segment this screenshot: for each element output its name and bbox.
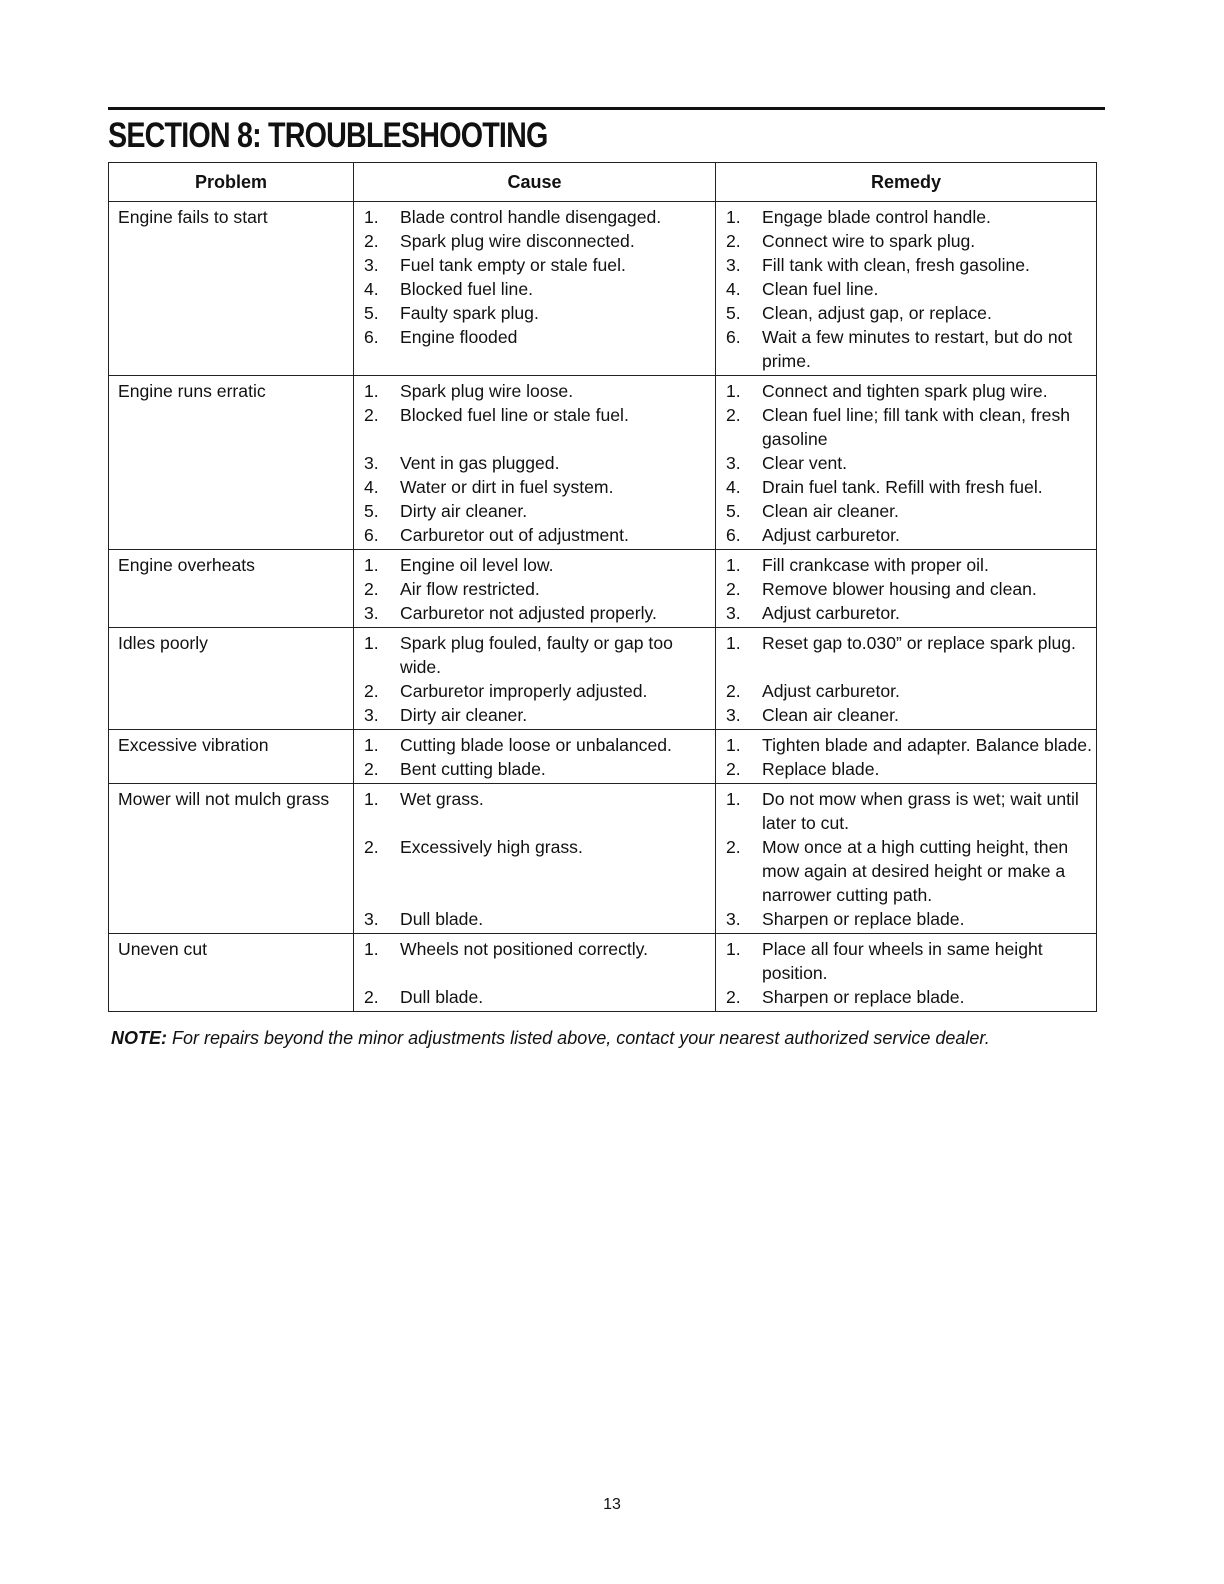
remedy-item — [715, 202, 1096, 229]
header-cause: Cause — [353, 163, 715, 201]
item-number: 2. — [364, 231, 379, 251]
item-number: 4. — [364, 279, 379, 299]
remedy-text: Do not mow when grass is wet; wait until later to cut. — [762, 789, 1079, 833]
problem-cell: Uneven cut — [118, 939, 207, 959]
remedy-item — [715, 253, 1096, 277]
remedy-text: Clean fuel line; fill tank with clean, fresh gasoline — [762, 405, 1071, 449]
cause-item — [353, 679, 715, 703]
remedy-text: Drain fuel tank. Refill with fresh fuel. — [762, 477, 1043, 497]
item-number: 2. — [364, 837, 379, 857]
cause-item — [353, 757, 715, 783]
remedy-text: Adjust carburetor. — [762, 525, 900, 545]
header-remedy: Remedy — [715, 163, 1096, 201]
remedy-text: Connect wire to spark plug. — [762, 231, 976, 251]
cause-item — [353, 301, 715, 325]
remedy-text: Fill tank with clean, fresh gasoline. — [762, 255, 1030, 275]
remedy-text: Clean air cleaner. — [762, 705, 899, 725]
item-number: 2. — [726, 405, 741, 425]
remedy-text: Place all four wheels in same height position. — [762, 939, 1043, 983]
troubleshooting-table — [108, 162, 1097, 1012]
item-number: 3. — [726, 453, 741, 473]
header-problem: Problem — [194, 172, 268, 192]
remedy-text: Sharpen or replace blade. — [762, 909, 965, 929]
remedy-item — [715, 451, 1096, 475]
item-number: 6. — [364, 525, 379, 545]
remedy-item — [715, 523, 1096, 549]
remedy-text: Clean, adjust gap, or replace. — [762, 303, 992, 323]
item-number: 3. — [364, 453, 379, 473]
item-number: 1. — [364, 789, 379, 809]
cause-text: Carburetor improperly adjusted. — [400, 681, 648, 701]
cause-text: Vent in gas plugged. — [400, 453, 560, 473]
cause-text: Carburetor not adjusted properly. — [400, 603, 657, 623]
problem-cell: Engine overheats — [118, 555, 255, 575]
cause-item — [353, 499, 715, 523]
remedy-text: Clean air cleaner. — [762, 501, 899, 521]
cause-text: Spark plug fouled, faulty or gap too wide. — [400, 633, 673, 677]
cause-text: Wet grass. — [400, 789, 484, 809]
item-number: 3. — [364, 705, 379, 725]
cause-text: Excessively high grass. — [400, 837, 583, 857]
item-number: 2. — [364, 987, 379, 1007]
item-number: 4. — [726, 279, 741, 299]
table-row — [109, 550, 1096, 628]
item-number: 6. — [726, 525, 741, 545]
cause-text: Blade control handle disengaged. — [400, 207, 662, 227]
item-number: 1. — [726, 381, 741, 401]
cause-item — [353, 475, 715, 499]
cause-text: Blocked fuel line. — [400, 279, 534, 299]
item-number: 2. — [364, 681, 379, 701]
cause-text: Spark plug wire disconnected. — [400, 231, 635, 251]
item-number: 6. — [364, 327, 379, 347]
section-rule — [108, 107, 1105, 110]
remedy-item — [715, 577, 1096, 601]
cause-item — [353, 229, 715, 253]
table-row — [109, 202, 1096, 376]
cause-item — [353, 523, 715, 549]
remedy-item — [715, 301, 1096, 325]
cause-text: Dirty air cleaner. — [400, 501, 528, 521]
item-number: 5. — [364, 303, 379, 323]
item-number: 3. — [726, 909, 741, 929]
cause-item — [353, 376, 715, 403]
item-number: 5. — [726, 501, 741, 521]
item-number: 1. — [364, 633, 379, 653]
remedy-item — [715, 784, 1096, 835]
cause-text: Dull blade. — [400, 987, 484, 1007]
remedy-item — [715, 679, 1096, 703]
cause-text: Fuel tank empty or stale fuel. — [400, 255, 626, 275]
item-number: 4. — [726, 477, 741, 497]
remedy-item — [715, 403, 1096, 451]
cause-text: Dirty air cleaner. — [400, 705, 528, 725]
remedy-text: Fill crankcase with proper oil. — [762, 555, 989, 575]
remedy-item — [715, 229, 1096, 253]
item-number: 1. — [364, 381, 379, 401]
cause-text: Dull blade. — [400, 909, 484, 929]
cause-item — [353, 934, 715, 985]
item-number: 5. — [364, 501, 379, 521]
table-row — [109, 376, 1096, 550]
problem-cell: Engine runs erratic — [118, 381, 266, 401]
remedy-item — [715, 475, 1096, 499]
cause-text: Wheels not positioned correctly. — [400, 939, 649, 959]
item-number: 2. — [364, 759, 379, 779]
remedy-item — [715, 730, 1096, 757]
item-number: 1. — [364, 207, 379, 227]
item-number: 2. — [726, 987, 741, 1007]
item-number: 3. — [726, 603, 741, 623]
cause-item — [353, 403, 715, 451]
cause-item — [353, 550, 715, 577]
cause-item — [353, 703, 715, 729]
page-number: 13 — [603, 1496, 621, 1513]
problem-cell: Engine fails to start — [118, 207, 268, 227]
item-number: 4. — [364, 477, 379, 497]
item-number: 1. — [364, 555, 379, 575]
cause-item — [353, 202, 715, 229]
item-number: 1. — [726, 207, 741, 227]
item-number: 1. — [364, 939, 379, 959]
cause-item — [353, 277, 715, 301]
item-number: 2. — [726, 681, 741, 701]
remedy-text: Adjust carburetor. — [762, 603, 900, 623]
problem-cell: Mower will not mulch grass — [118, 789, 330, 809]
item-number: 1. — [726, 939, 741, 959]
remedy-item — [715, 550, 1096, 577]
cause-item — [353, 835, 715, 907]
cause-item — [353, 451, 715, 475]
item-number: 3. — [726, 705, 741, 725]
remedy-item — [715, 277, 1096, 301]
item-number: 1. — [726, 735, 741, 755]
section-title: SECTION 8: TROUBLESHOOTING — [108, 116, 548, 155]
item-number: 3. — [726, 255, 741, 275]
item-number: 2. — [726, 837, 741, 857]
remedy-item — [715, 499, 1096, 523]
cause-item — [353, 325, 715, 375]
remedy-text: Replace blade. — [762, 759, 880, 779]
remedy-text: Connect and tighten spark plug wire. — [762, 381, 1048, 401]
cause-text: Carburetor out of adjustment. — [400, 525, 629, 545]
problem-cell: Excessive vibration — [118, 735, 269, 755]
item-number: 2. — [726, 579, 741, 599]
cause-item — [353, 253, 715, 277]
remedy-text: Tighten blade and adapter. Balance blade. — [762, 735, 1092, 755]
cause-item — [353, 577, 715, 601]
remedy-text: Clean fuel line. — [762, 279, 879, 299]
cause-text: Engine flooded — [400, 327, 518, 347]
cause-item — [353, 907, 715, 933]
cause-text: Cutting blade loose or unbalanced. — [400, 735, 672, 755]
problem-cell: Idles poorly — [118, 633, 208, 653]
table-row — [109, 784, 1096, 934]
remedy-text: Adjust carburetor. — [762, 681, 900, 701]
remedy-item — [715, 934, 1096, 985]
remedy-item — [715, 601, 1096, 627]
cause-text: Spark plug wire loose. — [400, 381, 574, 401]
note-text: For repairs beyond the minor adjustments listed above, contact your nearest authorized service dealer. — [167, 1028, 990, 1048]
remedy-text: Remove blower housing and clean. — [762, 579, 1037, 599]
cause-text: Water or dirt in fuel system. — [400, 477, 614, 497]
item-number: 1. — [726, 633, 741, 653]
remedy-text: Wait a few minutes to restart, but do not prime. — [762, 327, 1073, 371]
remedy-item — [715, 628, 1096, 679]
table-row — [109, 730, 1096, 784]
item-number: 2. — [726, 231, 741, 251]
remedy-text: Reset gap to.030” or replace spark plug. — [762, 633, 1076, 653]
cause-item — [353, 601, 715, 627]
item-number: 2. — [364, 579, 379, 599]
note — [111, 1028, 990, 1049]
item-number: 1. — [364, 735, 379, 755]
table-row — [109, 934, 1096, 1011]
table-row — [109, 628, 1096, 730]
cause-item — [353, 628, 715, 679]
remedy-text: Mow once at a high cutting height, then mow again at desired height or make a narrower cutting path. — [762, 837, 1069, 905]
item-number: 3. — [364, 603, 379, 623]
item-number: 2. — [364, 405, 379, 425]
cause-text: Air flow restricted. — [400, 579, 540, 599]
cause-text: Engine oil level low. — [400, 555, 554, 575]
remedy-item — [715, 376, 1096, 403]
cause-text: Bent cutting blade. — [400, 759, 546, 779]
cause-item — [353, 985, 715, 1011]
cause-item — [353, 730, 715, 757]
cause-text: Faulty spark plug. — [400, 303, 539, 323]
remedy-item — [715, 757, 1096, 783]
item-number: 1. — [726, 789, 741, 809]
item-number: 3. — [364, 255, 379, 275]
remedy-item — [715, 907, 1096, 933]
cause-item — [353, 784, 715, 835]
remedy-text: Sharpen or replace blade. — [762, 987, 965, 1007]
table-body — [109, 202, 1096, 1011]
remedy-item — [715, 985, 1096, 1011]
item-number: 3. — [364, 909, 379, 929]
remedy-item — [715, 703, 1096, 729]
item-number: 5. — [726, 303, 741, 323]
remedy-item — [715, 325, 1096, 375]
remedy-text: Clear vent. — [762, 453, 848, 473]
note-label: NOTE: — [111, 1028, 167, 1048]
table-header — [109, 163, 1096, 202]
item-number: 6. — [726, 327, 741, 347]
remedy-item — [715, 835, 1096, 907]
cause-text: Blocked fuel line or stale fuel. — [400, 405, 629, 425]
item-number: 1. — [726, 555, 741, 575]
item-number: 2. — [726, 759, 741, 779]
remedy-text: Engage blade control handle. — [762, 207, 991, 227]
